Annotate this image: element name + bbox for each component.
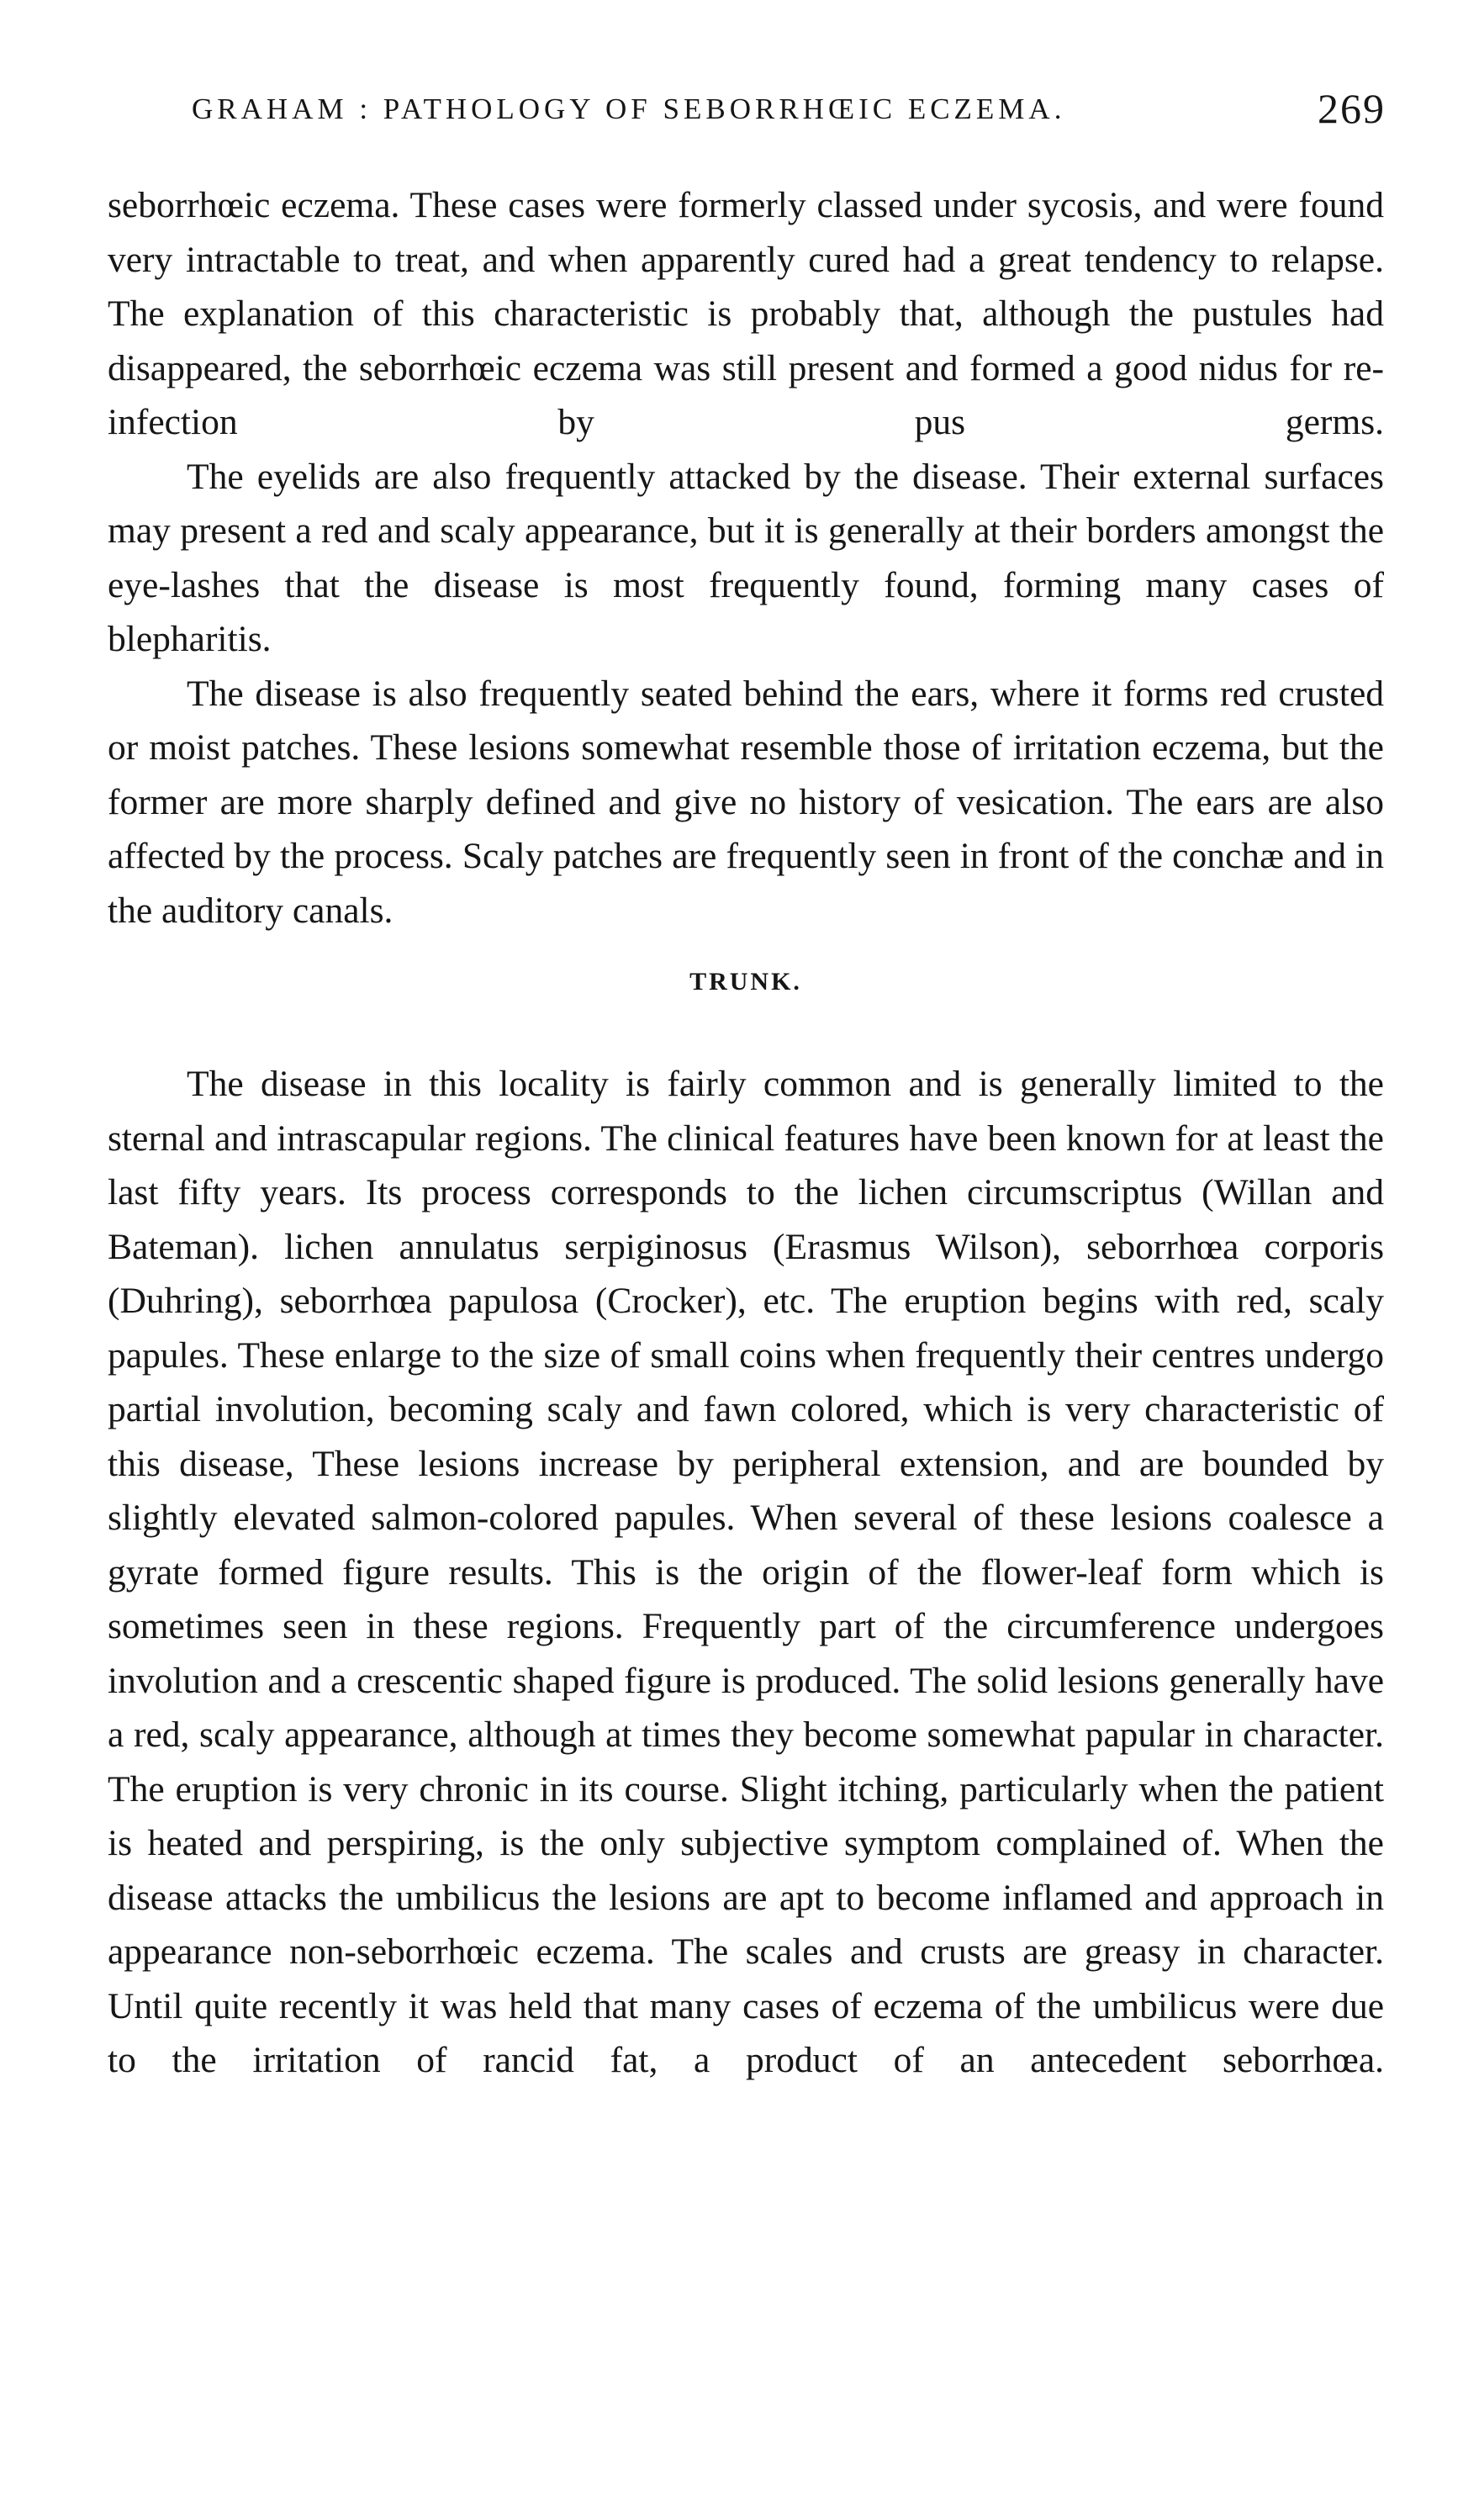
running-title: GRAHAM : PATHOLOGY OF SEBORRHŒIC ECZEMA. (192, 92, 1066, 125)
running-head (192, 84, 1386, 143)
paragraph-ears: The disease is also frequently seated behind the ears, where it forms red crusted or moist patches. These lesions somewhat resemble those of irritation eczema, but the former are more sharply defined and give no history of vesication. The ears are also affected by the process. Scaly patches are frequently seen in front of the conchæ and in the auditory canals. (108, 673, 1384, 931)
paragraph-eyelids: The eyelids are also frequently attacked by the disease. Their external surfaces may present a red and scaly appearance, but it is generally at their borders amongst the eye-lashes that the disease is most frequently found, forming many cases of blepharitis. (108, 456, 1384, 659)
page-number: 269 (1318, 85, 1386, 132)
section-heading-trunk: TRUNK. (689, 968, 802, 996)
body-text (108, 178, 1384, 2088)
paragraph-trunk: The disease in this locality is fairly common and is generally limited to the sternal and intrascapular regions. The clinical features have been known for at least the last fifty years. Its process corresponds to the lichen circumscriptus (Willan and Bateman). lichen annulatus serpiginosus (Erasmus Wilson), seborrhœa corporis (Duhring), seborrhœa papulosa (Crocker), etc. The eruption begins with red, scaly papules. These enlarge to the size of small coins when frequently their centres undergo partial involution, becoming scaly and fawn colored, which is very characteristic of this disease, These lesions increase by peripheral extension, and are bounded by slightly elevated salmon-colored papules. When several of these lesions coalesce a gyrate formed figure results. This is the origin of the flower-leaf form which is sometimes seen in these regions. Frequently part of the circumference undergoes involution and a crescentic shaped figure is produced. The solid lesions generally have a red, scaly appearance, although at times they become somewhat papular in character. The eruption is very chronic in its course. Slight itching, particularly when the patient is heated and perspiring, is the only subjective symptom complained of. When the disease attacks the umbilicus the lesions are apt to become inflamed and approach in appearance non-seborrhœic eczema. The scales and crusts are greasy in character. Until quite recently it was held that many cases of eczema of the umbilicus were due to the irritation of rancid fat, a product of an antecedent seborrhœa. (108, 1064, 1384, 2080)
paragraph-sycosis: seborrhœic eczema. These cases were formerly classed under sycosis, and were found very intractable to treat, and when apparently cured had a great tendency to relapse. The explanation of this characteristic is probably that, although the pustules had disappeared, the seborrhœic eczema was still present and formed a good nidus for re-infection by pus germs. (108, 185, 1384, 442)
